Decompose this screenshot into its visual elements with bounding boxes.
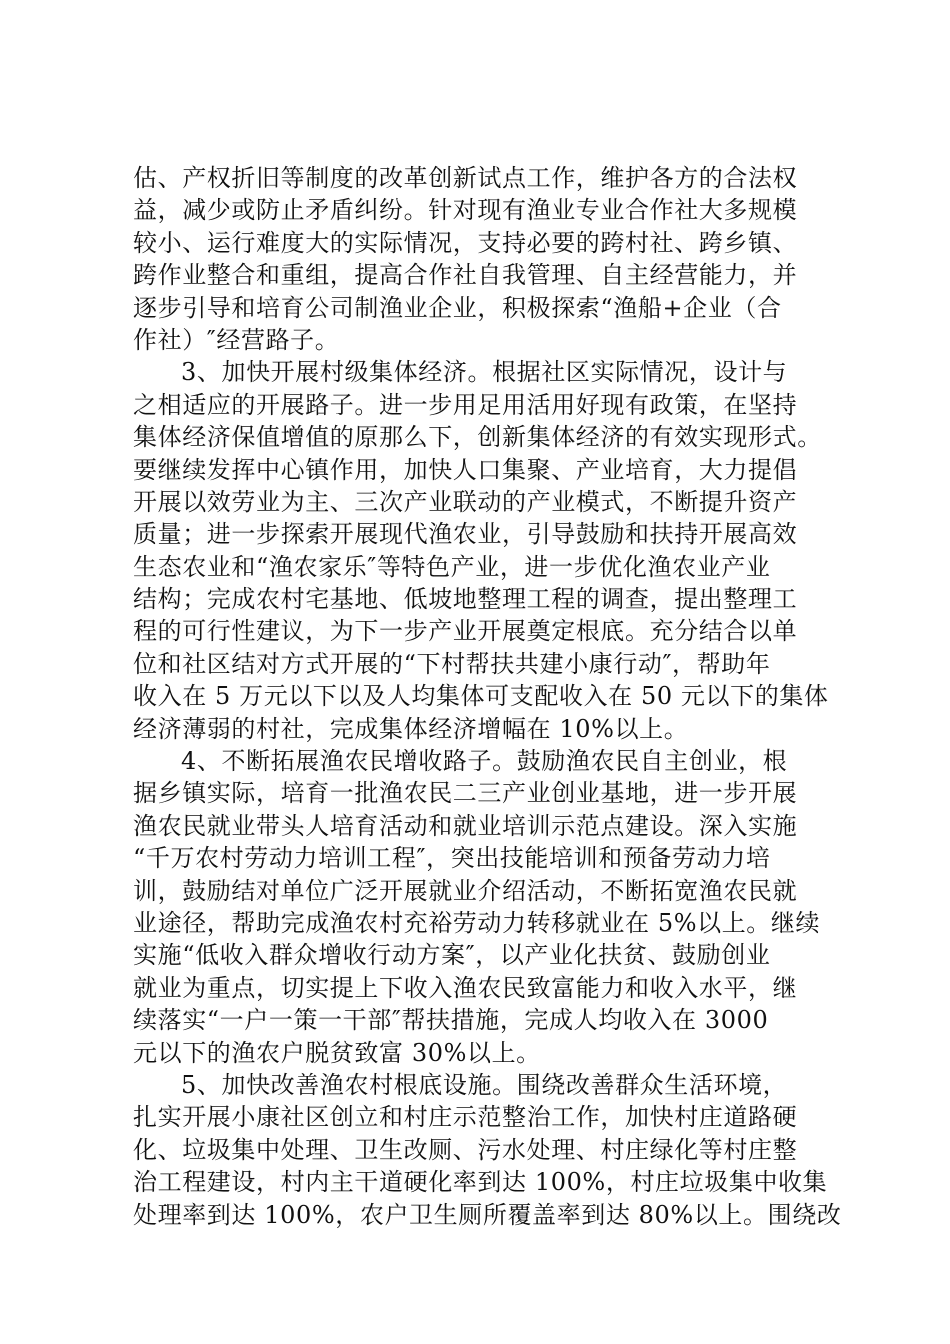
text-line: 作社）″经营路子。	[133, 325, 340, 354]
text-line: 扎实开展小康社区创立和村庄示范整治工作，加快村庄道路硬	[133, 1103, 798, 1132]
text-line: 治工程建设，村内主干道硬化率到达 100%，村庄垃圾集中收集	[133, 1168, 828, 1197]
text-line: 要继续发挥中心镇作用，加快人口集聚、产业培育，大力提倡	[133, 455, 798, 484]
text-line: 跨作业整合和重组，提高合作社自我管理、自主经营能力，并	[133, 261, 798, 290]
text-line: 集体经济保值增值的原那么下，创新集体经济的有效实现形式。	[133, 423, 822, 452]
text-line: 实施“低收入群众增收行动方案″，以产业化扶贫、鼓励创业	[133, 941, 771, 970]
text-line: 据乡镇实际，培育一批渔农民二三产业创业基地，进一步开展	[133, 779, 798, 808]
text-line: 训，鼓励结对单位广泛开展就业介绍活动，不断拓宽渔农民就	[133, 876, 798, 905]
text-line: 质量；进一步探索开展现代渔农业，引导鼓励和扶持开展高效	[133, 520, 798, 549]
text-line: 益，减少或防止矛盾纠纷。针对现有渔业专业合作社大多规模	[133, 196, 798, 225]
text-line: 较小、运行难度大的实际情况，支持必要的跨村社、跨乡镇、	[133, 228, 798, 257]
text-line: 收入在 5 万元以下以及人均集体可支配收入在 50 元以下的集体	[133, 682, 829, 711]
paragraph-first-line: 5、加快改善渔农村根底设施。围绕改善群众生活环境，	[181, 1070, 788, 1099]
text-line: 续落实“一户一策一干部″帮扶措施，完成人均收入在 3000	[133, 1006, 769, 1035]
text-line: 结构；完成农村宅基地、低坡地整理工程的调查，提出整理工	[133, 585, 798, 614]
text-line: 元以下的渔农户脱贫致富 30%以上。	[133, 1038, 541, 1067]
text-line: 业途径，帮助完成渔农村充裕劳动力转移就业在 5%以上。继续	[133, 908, 821, 937]
text-line: 处理率到达 100%，农户卫生厕所覆盖率到达 80%以上。围绕改	[133, 1200, 842, 1229]
document-body	[133, 162, 843, 1231]
text-line: 就业为重点，切实提上下收入渔农民致富能力和收入水平，继	[133, 973, 798, 1002]
text-line: 渔农民就业带头人培育活动和就业培训示范点建设。深入实施	[133, 811, 798, 840]
text-line: 位和社区结对方式开展的“下村帮扶共建小康行动″，帮助年	[133, 649, 771, 678]
paragraph-first-line: 3、加快开展村级集体经济。根据社区实际情况，设计与	[181, 358, 788, 387]
paragraph-first-line: 4、不断拓展渔农民增收路子。鼓励渔农民自主创业，根	[181, 747, 788, 776]
text-line: 化、垃圾集中处理、卫生改厕、污水处理、村庄绿化等村庄整	[133, 1135, 798, 1164]
text-line: 估、产权折旧等制度的改革创新试点工作，维护各方的合法权	[133, 164, 798, 192]
text-line: 逐步引导和培育公司制渔业企业，积极探索“渔船+企业（合	[133, 293, 782, 322]
text-line: 经济薄弱的村社，完成集体经济增幅在 10%以上。	[133, 714, 689, 743]
text-line: 开展以效劳业为主、三次产业联动的产业模式，不断提升资产	[133, 487, 798, 516]
text-line: 生态农业和“渔农家乐″等特色产业，进一步优化渔农业产业	[133, 552, 771, 581]
text-line: “千万农村劳动力培训工程″，突出技能培训和预备劳动力培	[133, 844, 771, 873]
text-line: 之相适应的开展路子。进一步用足用活用好现有政策，在坚持	[133, 390, 798, 419]
text-line: 程的可行性建议，为下一步产业开展奠定根底。充分结合以单	[133, 617, 798, 646]
